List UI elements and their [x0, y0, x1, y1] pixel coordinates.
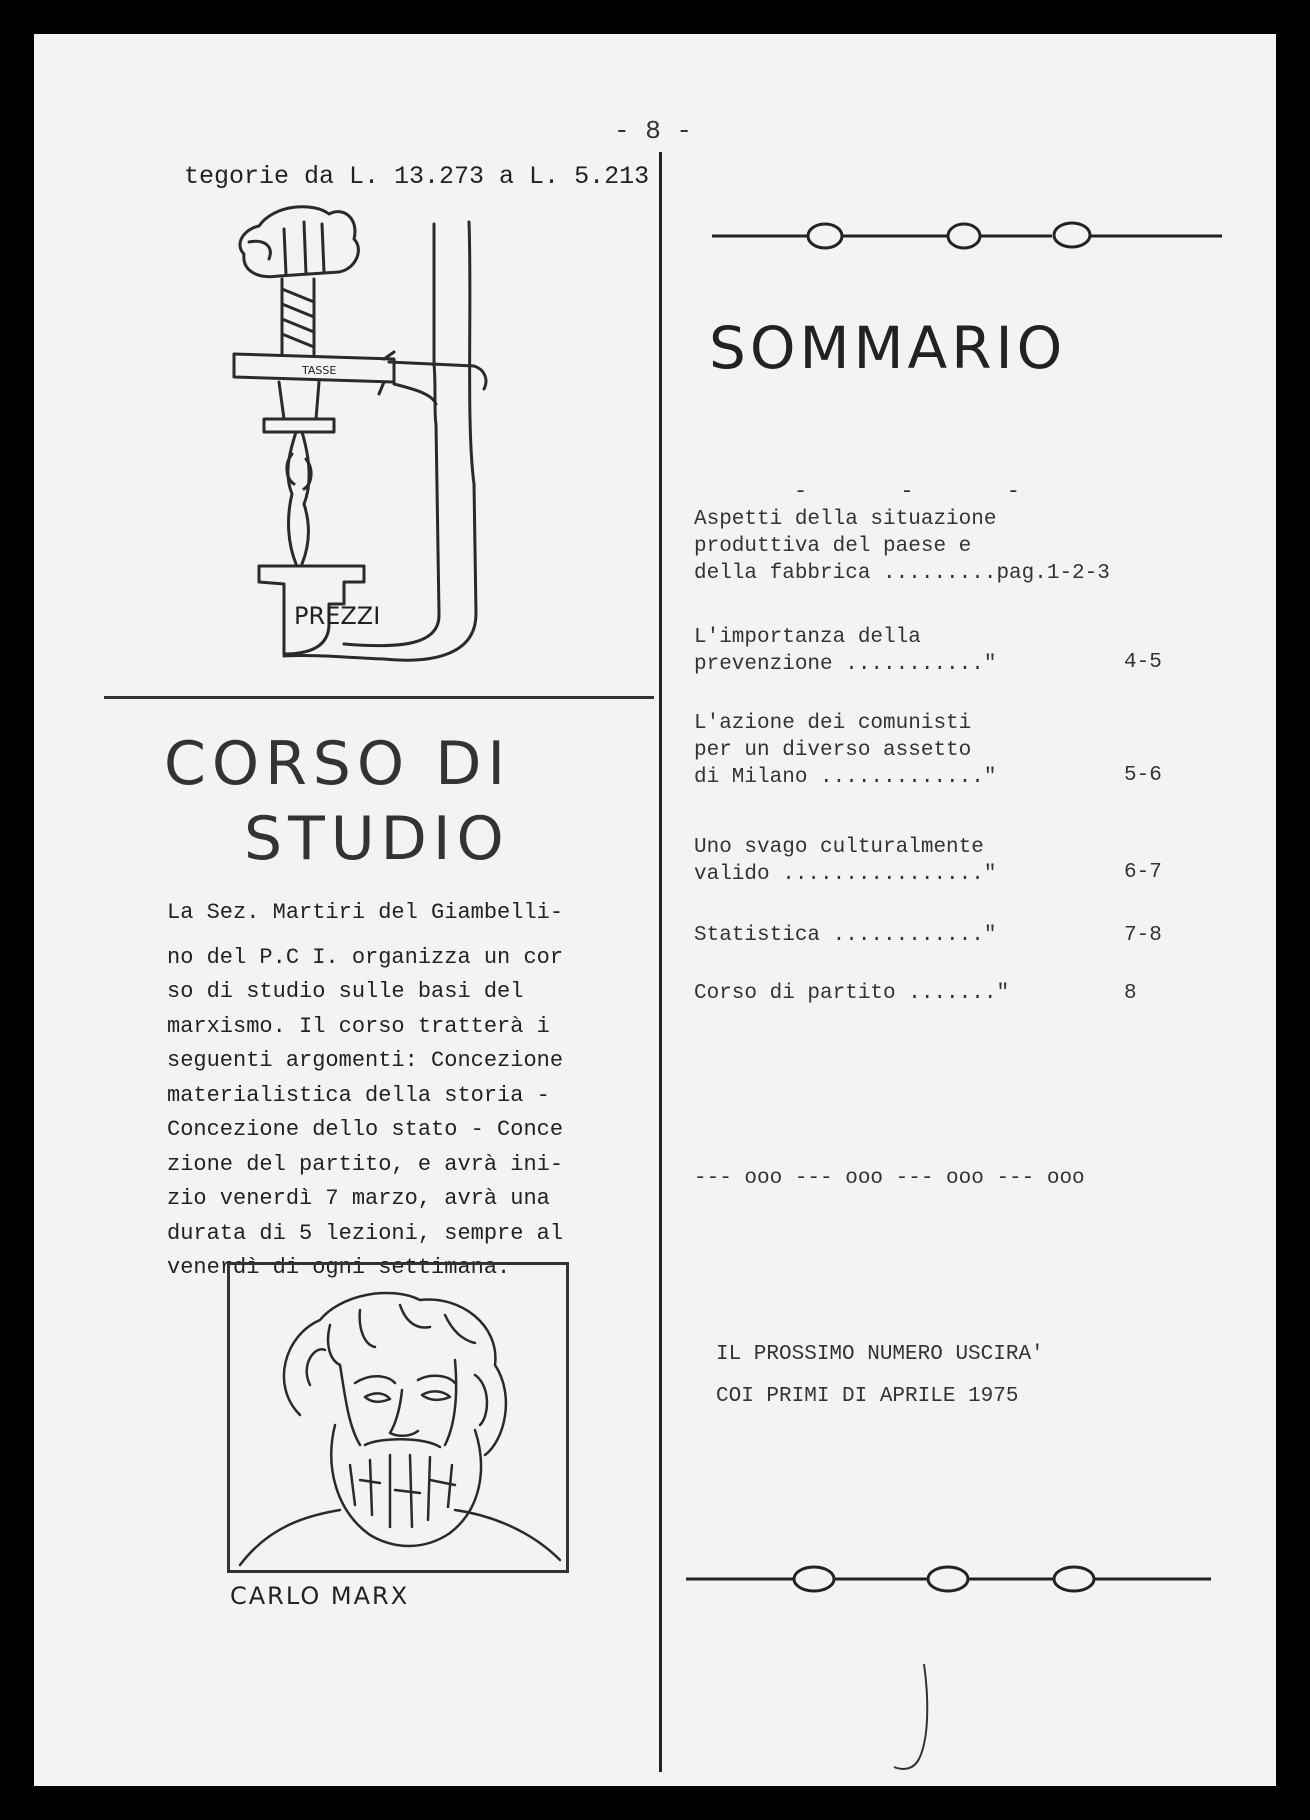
toc-entry-pages: 7-8: [1124, 924, 1162, 947]
karl-marx-portrait-drawing: [230, 1265, 566, 1570]
toc-entry-line: per un diverso assetto: [694, 739, 972, 762]
course-line: venerdì di ogni settimana.: [167, 1255, 511, 1280]
course-line: zione del partito, e avrà ini-: [167, 1151, 564, 1177]
course-line: marxismo. Il corso tratterà i: [167, 1013, 550, 1039]
portrait-frame: [227, 1262, 569, 1573]
toc-entry: [694, 710, 996, 791]
next-issue-line2: COI PRIMI DI APRILE 1975: [716, 1385, 1019, 1408]
toc-entry-pages: 5-6: [1124, 764, 1162, 787]
toc-entry-line: valido ................": [694, 863, 997, 886]
toc-entry-line: Aspetti della situazione: [694, 508, 997, 531]
top-ornament-line: [712, 216, 1232, 256]
next-issue-line1: IL PROSSIMO NUMERO USCIRA': [716, 1343, 1044, 1366]
toc-entry-line: Corso di partito .......": [694, 982, 1010, 1005]
press-cartoon-illustration: [204, 184, 604, 684]
toc-entry: [694, 834, 996, 888]
course-line: zio venerdì 7 marzo, avrà una: [167, 1186, 550, 1211]
course-line: Concezione dello stato - Conce: [167, 1117, 564, 1142]
next-issue-notice: [716, 1334, 1044, 1418]
toc-entry-line: della fabbrica .........pag.1-2-3: [694, 562, 1110, 585]
toc-entry: [694, 506, 1110, 587]
toc-entry: [694, 624, 996, 678]
toc-entry-line: prevenzione ...........": [694, 653, 997, 676]
toc-entry: [694, 922, 996, 949]
course-line: La Sez. Martiri del Giambelli-: [167, 900, 564, 925]
toc-entry: [694, 980, 1009, 1007]
document-page: [34, 34, 1276, 1786]
course-line: materialistica della storia -: [167, 1082, 550, 1108]
tasse-label: TASSE: [302, 364, 337, 377]
course-line: so di studio sulle basi del: [167, 979, 524, 1004]
pen-mark: [884, 1659, 944, 1779]
toc-entry-line: produttiva del paese e: [694, 535, 972, 558]
course-line: durata di 5 lezioni, sempre al: [167, 1220, 564, 1246]
sommario-dashes: - - -: [794, 479, 1061, 504]
prezzi-label: PREZZI: [294, 602, 381, 630]
toc-entry-pages: 4-5: [1124, 651, 1162, 674]
course-line: no del P.C I. organizza un cor: [167, 944, 564, 970]
bottom-ornament-line: [686, 1559, 1226, 1599]
toc-entry-line: L'azione dei comunisti: [694, 712, 972, 735]
toc-entry-line: L'importanza della: [694, 626, 921, 649]
toc-entry-pages: 8: [1124, 982, 1137, 1005]
toc-entry-line: di Milano .............": [694, 766, 997, 789]
course-line: seguenti argomenti: Concezione: [167, 1048, 564, 1073]
left-section-divider: [104, 696, 654, 699]
portrait-caption: CARLO MARX: [230, 1582, 410, 1610]
top-text-line: tegorie da L. 13.273 a L. 5.213: [184, 162, 650, 191]
toc-entry-pages: 6-7: [1124, 861, 1162, 884]
ooo-separator: --- ooo --- ooo --- ooo --- ooo: [694, 1167, 1085, 1190]
toc-entry-line: Uno svago culturalmente: [694, 836, 984, 859]
column-divider: [659, 152, 662, 1772]
course-title-line1: CORSO DI: [164, 729, 512, 799]
page-number: - 8 -: [614, 116, 693, 146]
toc-entry-line: Statistica ............": [694, 924, 997, 947]
sommario-title: SOMMARIO: [709, 314, 1067, 382]
course-paragraph: [167, 896, 563, 1286]
course-title-line2: STUDIO: [244, 804, 510, 874]
